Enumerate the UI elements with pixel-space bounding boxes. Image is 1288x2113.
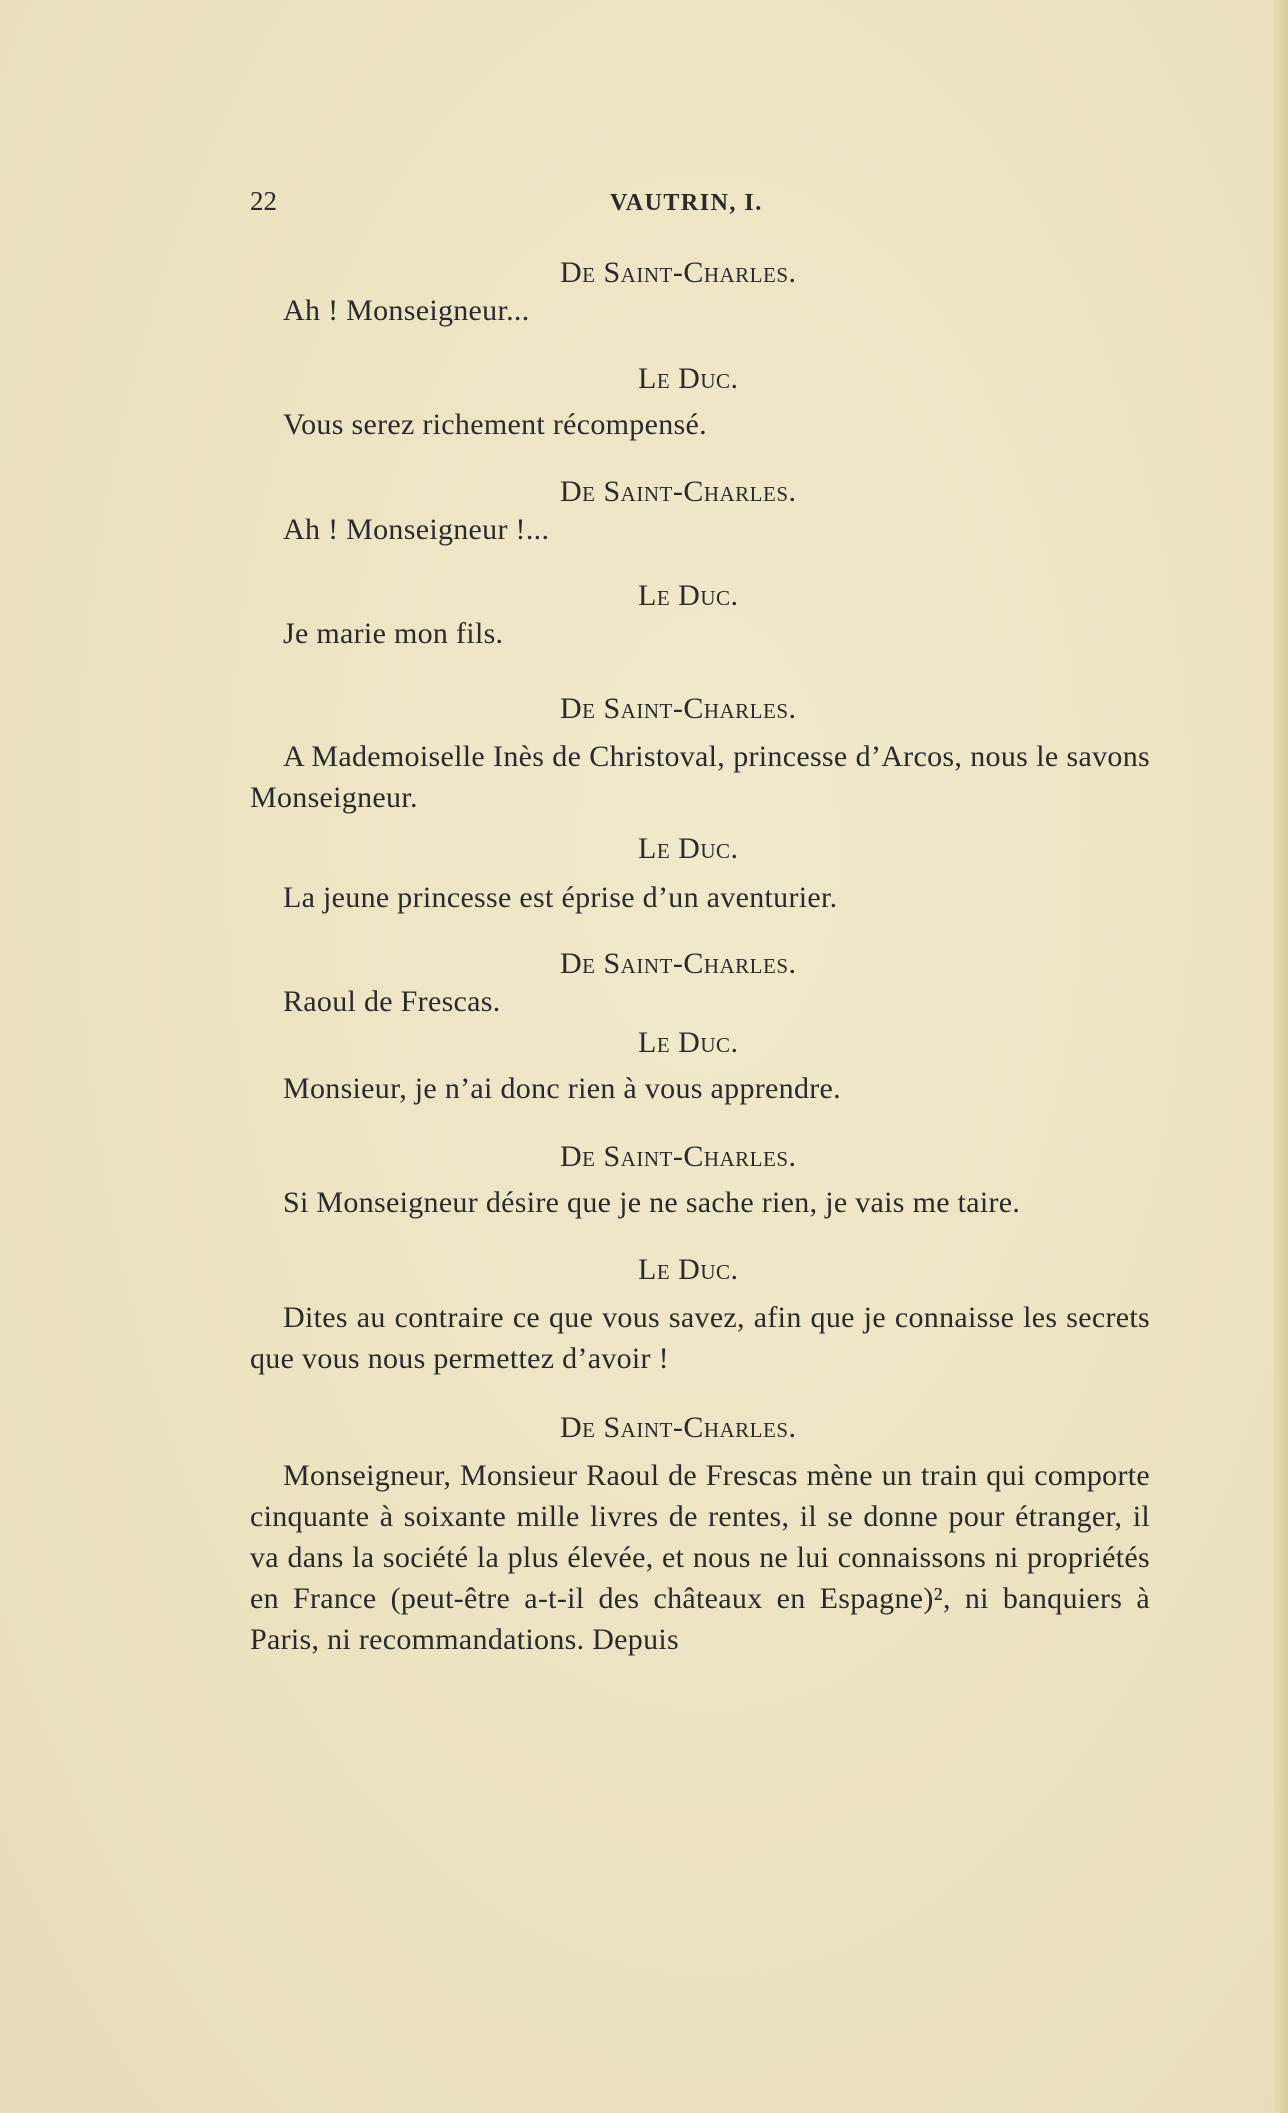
speaker-duc: Le Duc.: [638, 832, 739, 865]
speaker-saint-charles: De Saint-Charles.: [560, 1140, 797, 1173]
page-edge: [1274, 0, 1288, 2113]
speaker-duc: Le Duc.: [638, 1253, 739, 1286]
dialogue-line: Vous serez richement récompensé.: [283, 408, 707, 441]
speaker-duc: Le Duc.: [638, 362, 739, 395]
speaker-saint-charles: De Saint-Charles.: [560, 256, 797, 289]
dialogue-line: La jeune princesse est éprise d’un aventurier.: [283, 881, 838, 914]
dialogue-line: Dites au contraire ce que vous savez, afin que je connaisse les secrets que vous nous permettez d’avoir !: [250, 1301, 1150, 1375]
dialogue-line: Monseigneur, Monsieur Raoul de Frescas mène un train qui comporte cinquante à soixante mille livres de rentes, il se donne pour étranger, il va dans la société la plus élevée, et nous ne lui connaissons ni propriétés en France (peut-être a-t-il des châteaux en Espagne)², ni banquiers à Paris, ni recommandations. Depuis: [250, 1459, 1150, 1656]
speaker-saint-charles: De Saint-Charles.: [560, 1411, 797, 1444]
dialogue-line: Si Monseigneur désire que je ne sache rien, je vais me taire.: [283, 1186, 1021, 1219]
running-title: VAUTRIN, I.: [610, 190, 763, 216]
dialogue-line: Ah ! Monseigneur !...: [283, 513, 550, 546]
speaker-saint-charles: De Saint-Charles.: [560, 692, 797, 725]
speaker-duc: Le Duc.: [638, 1026, 739, 1059]
speaker-saint-charles: De Saint-Charles.: [560, 947, 797, 980]
dialogue-line: A Mademoiselle Inès de Christoval, princesse d’Arcos, nous le savons Monseigneur.: [250, 740, 1150, 814]
page-number: 22: [250, 186, 277, 216]
dialogue-line: Ah ! Monseigneur...: [283, 294, 530, 327]
speaker-duc: Le Duc.: [638, 579, 739, 612]
dialogue-line: Raoul de Frescas.: [283, 985, 501, 1018]
page-header: [250, 186, 1150, 226]
dialogue-body: [250, 256, 1150, 1660]
dialogue-line: Je marie mon fils.: [283, 617, 504, 650]
speaker-saint-charles: De Saint-Charles.: [560, 475, 797, 508]
dialogue-line: Monsieur, je n’ai donc rien à vous apprendre.: [283, 1072, 841, 1105]
